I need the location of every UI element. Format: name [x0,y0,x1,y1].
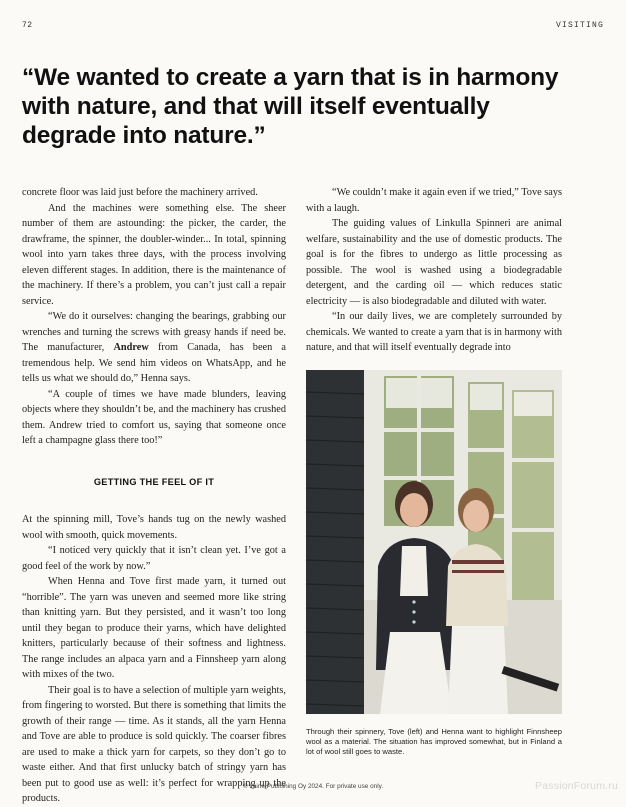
section-label: VISITING [555,21,604,30]
paragraph: “A couple of times we have made blunders, leaving objects where they shouldn’t be, and the machinery has crushed them. Andrew tried to comfort us, saying that someone once left a champagne glass there too!” [22,388,286,446]
paragraph-text: “We do it ourselves: changing the bearings, grabbing our wrenches and turning the screws with greasy hands if need be. The manufacturer, [22,311,286,353]
photo-caption: Through their spinnery, Tove (left) and Henna want to highlight Finnsheep wool as a material. The situation has improved somewhat, but in Finland a lot of wool still goes to waste. [306,727,562,756]
paragraph: Their goal is to have a selection of multiple yarn weights, from fingering to worsted. But there is something that limits the growth of their range — time. As it stands, all the yarn Henna and Tove are able to produce is sold quickly. The coarser fibres are used to make a thick yarn for carpets, so they don’t go to waste either. And that first unlucky batch of stringy yarn has been put to good use as well: it’s perfect for wrapping up the products. [22,684,286,804]
paragraph: “I noticed very quickly that it isn’t clean yet. I’ve got a good feel of the work by now.” [22,545,286,572]
paragraph: And the machines were something else. The sheer number of them are astounding: the picker, the carder, the drawframe, the spinner, the doubler-winder... In total, spinning wool into yarn takes three days, with the process involving eleven different stages. In addition, there is the maintenance of the machinery. If there’s a problem, you can’t just call a repair service. [22,202,286,307]
subheading: GETTING THE FEEL OF IT [93,476,215,487]
paragraph: At the spinning mill, Tove’s hands tug on the newly washed wool with smooth, quick movements. [22,514,286,541]
paragraph: “In our daily lives, we are completely surrounded by chemicals. We wanted to create a yarn that is in harmony with nature, and that will itself eventually degrade into [306,311,562,353]
paragraph: “We couldn’t make it again even if we tried,” Tove says with a laugh. [306,187,562,214]
paragraph: The guiding values of Linkulla Spinneri are animal welfare, sustainability and the use of domestic products. The goal is for the fibres to undergo as little processing as possible. The wool is washed using a biodegradable detergent, and the carding oil — which reduces static electricity — is also biodegradable and diluted with water. [306,218,562,307]
copyright-footer: © Laine Publishing Oy 2024. For private use only. [242,783,384,790]
article-column-right [306,185,562,356]
paragraph: When Henna and Tove first made yarn, it turned out “horrible”. The yarn was uneven and seemed more like string than knitting yarn. But they persisted, and it wasn’t too long until they began to produce their yarns, which have delighted knitters, particularly because of their softness and lightness. The range includes an alpaca yarn and a Finnsheep yarn along with mixes of the two. [22,576,286,680]
name-highlight: Andrew [113,342,149,353]
paragraph [22,309,286,387]
photo-two-women-by-window [306,370,562,714]
paragraph-text: from Canada, has been a tremendous help. We send him videos on WhatsApp, and he tells us what we should do,” Henna says. [22,342,287,384]
photo-illustration [306,370,562,714]
paragraph: concrete floor was laid just before the machinery arrived. [22,187,258,198]
article-column-left [22,185,286,807]
pull-quote: “We wanted to create a yarn that is in harmony with nature, and that will itself eventually degrade into nature.” [22,64,559,149]
page-number: 72 [22,21,33,30]
watermark: PassionForum.ru [535,780,618,792]
